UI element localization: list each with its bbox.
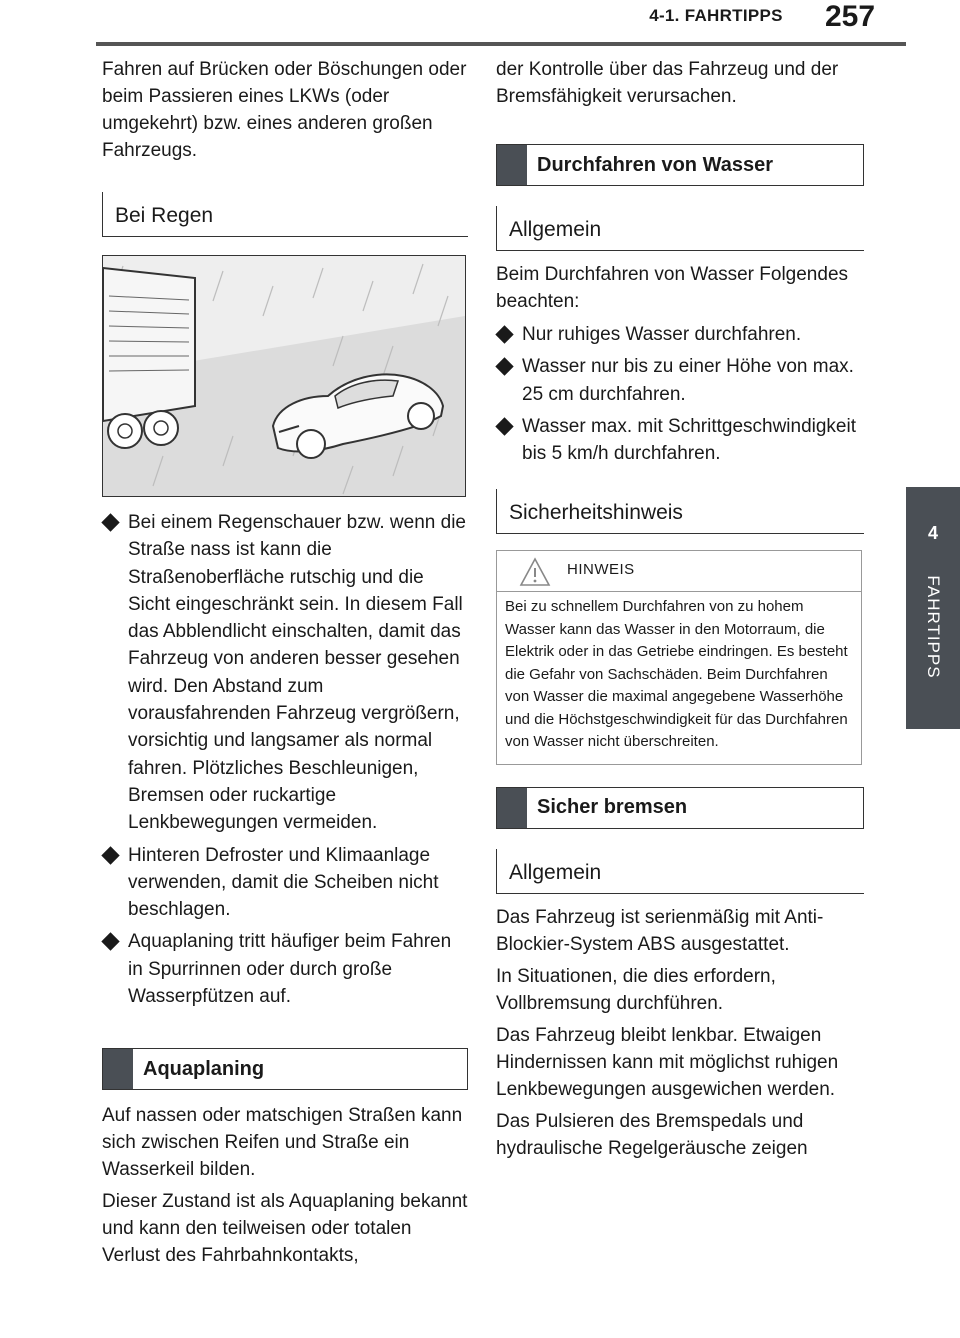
water-bullet-list [496,321,864,467]
bullet-diamond-icon [101,513,119,531]
subhead-brake-general [496,849,864,894]
section-heading-text: Durchfahren von Wasser [537,153,773,176]
rain-illustration [102,255,466,497]
list-item-text: Nur ruhiges Wasser durchfahren. [522,324,802,345]
list-item [496,353,864,408]
section-heading-bar [103,1049,133,1089]
notice-header [497,551,861,592]
brake-paragraph-1: Das Fahrzeug ist serienmäßig mit Anti-Blockier-System ABS ausgestattet. [496,906,824,955]
rain-scene-icon [103,256,465,496]
list-item [496,413,864,468]
subhead-water-general [496,206,864,251]
bullet-diamond-icon [495,325,513,343]
bullet-diamond-icon [101,933,119,951]
section-heading-text: Sicher bremsen [537,796,688,819]
header-rule [96,42,906,46]
water-intro-paragraph: Beim Durchfahren von Wasser Folgendes beachten: [496,264,849,312]
notice-box [496,550,862,765]
section-heading-text: Aquaplaning [143,1057,265,1080]
aquaplaning-paragraph-2: Dieser Zustand ist als Aquaplaning bekannt und kann den teilweisen oder totalen Verlust des Fahrbahnkontakts, [102,1191,468,1267]
chapter-label: FAHRTIPPS [924,575,943,679]
section-heading-bar [497,145,527,185]
list-item-text: Bei einem Regenschauer bzw. wenn die Straße nass ist kann die Straßenoberfläche rutschig und die Sicht eingeschränkt sein. In diesem Fall das Abblendlicht einschalten, damit das Fahrzeug von anderen besser gesehen wird. Den Abstand zum vorausfahrenden Fahrzeug vergrößern, vorsichtig und langsamer als normal fahren. Plötzliches Beschleunigen, Bremsen oder ruckartige Lenkbewegungen vermeiden. [128,512,466,834]
notice-text: Bei zu schnellem Durchfahren von zu hohem Wasser kann das Wasser in den Motorraum, die Elektrik oder in das Getriebe eindringen. Es besteht die Gefahr von Sachschäden. Beim Durchfahren von Wasser die maximal angegebene Wasserhöhe und die Höchstgeschwindigkeit für das Durchfahren von Wasser nicht überschreiten. [505,598,848,751]
rain-bullet-list [102,509,468,1010]
list-item-text: Wasser max. mit Schrittgeschwindigkeit bis 5 km/h durchfahren. [522,415,857,465]
warning-triangle-icon [519,557,551,587]
list-item-text: Aquaplaning tritt häufiger beim Fahren in Spurrinnen oder durch große Wasserpfützen auf. [128,931,452,1008]
section-title: 4-1. FAHRTIPPS [649,6,783,25]
notice-title: HINWEIS [567,561,635,579]
subhead-safety [496,489,864,534]
section-heading-water [496,144,864,186]
chapter-label-wrap [906,487,960,729]
list-item [102,509,468,837]
continuation-paragraph: der Kontrolle über das Fahrzeug und der Bremsfähigkeit verursachen. [496,59,839,107]
subhead-rain [102,192,468,237]
list-item-text: Hinteren Defroster und Klimaanlage verwenden, damit die Scheiben nicht beschlagen. [128,844,439,921]
list-item [496,321,864,348]
right-column [496,56,864,1162]
subhead-label: Allgemein [509,218,602,241]
section-heading-bar [497,788,527,828]
chapter-tab[interactable] [906,487,960,729]
subhead-label: Sicherheitshinweis [509,501,683,525]
section-heading-brakes [496,787,864,829]
subhead-label: Allgemein [509,860,602,884]
section-heading-aquaplaning [102,1048,468,1090]
bullet-diamond-icon [495,358,513,376]
bullet-diamond-icon [101,846,119,864]
intro-paragraph: Fahren auf Brücken oder Böschungen oder beim Passieren eines LKWs (oder umgekehrt) bzw. eines anderen großen Fahrzeugs. [102,59,467,161]
left-column [102,56,468,1269]
aquaplaning-paragraph-1: Auf nassen oder matschigen Straßen kann sich zwischen Reifen und Straße ein Wasserkeil bilden. [102,1105,463,1181]
bullet-diamond-icon [495,417,513,435]
list-item-text: Wasser nur bis zu einer Höhe von max. 25 cm durchfahren. [522,356,854,405]
subhead-rain-label: Bei Regen [115,204,214,227]
brake-paragraph-4: Das Pulsieren des Bremspedals und hydraulische Regelgeräusche zeigen [496,1110,808,1159]
brake-paragraph-3: Das Fahrzeug bleibt lenkbar. Etwaigen Hindernissen kann mit möglichst ruhigen Lenkbewegungen ausgewichen werden. [496,1024,839,1100]
chapter-number: 4 [927,523,938,543]
list-item [102,928,468,1010]
list-item [102,842,468,924]
page-number: 257 [824,0,876,33]
brake-paragraph-2: In Situationen, die dies erfordern, Vollbremsung durchführen. [496,965,776,1014]
